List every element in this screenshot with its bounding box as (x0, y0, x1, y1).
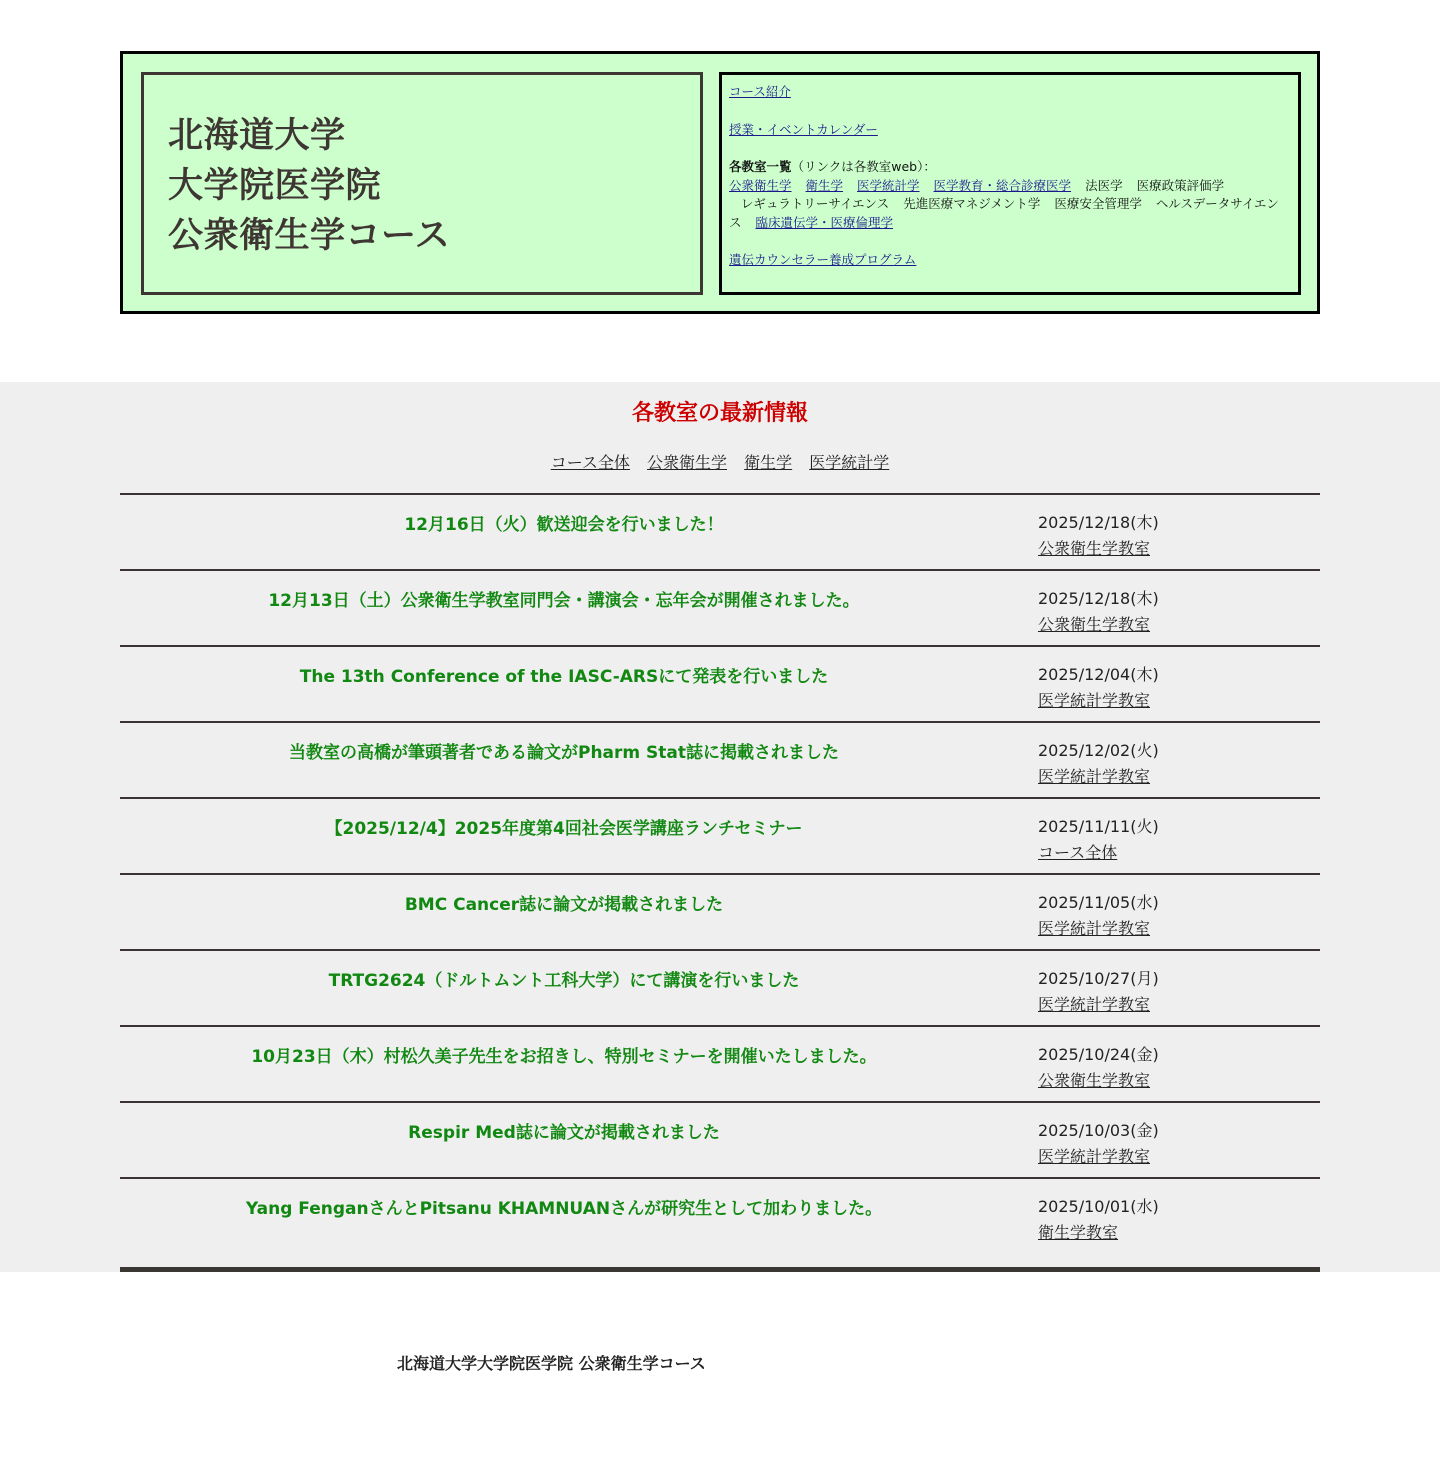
news-item (120, 647, 1320, 723)
dept-health-data-science: ヘルスデータサイエンス (729, 196, 1279, 230)
dept-link-clinical-genetics[interactable]: 臨床遺伝学・医療倫理学 (755, 214, 894, 230)
news-item (120, 1179, 1320, 1272)
site-title-line-3: 公衆衛生学コース (168, 216, 451, 256)
genetic-counselor-link[interactable]: 遺伝カウンセラー養成プログラム (729, 252, 917, 267)
news-headline-link[interactable]: 【2025/12/4】2025年度第4回社会医学講座ランチセミナー (325, 819, 803, 839)
news-item (120, 875, 1320, 951)
news-item (120, 1103, 1320, 1179)
dept-regulatory-science: レギュラトリーサイエンス (740, 196, 890, 211)
news-headline-link[interactable]: 10月23日（木）村松久美子先生をお招きし、特別セミナーを開催いたしました。 (251, 1047, 877, 1067)
news-date: 2025/11/11(火) (1038, 817, 1159, 836)
news-date: 2025/10/27(月) (1038, 969, 1159, 988)
news-department-link[interactable]: 衛生学教室 (1038, 1223, 1119, 1242)
site-title-line-2: 大学院医学院 (168, 166, 382, 206)
dept-link-biostatistics[interactable]: 医学統計学 (857, 177, 920, 193)
dept-forensic-medicine: 法医学 (1085, 177, 1123, 193)
news-date: 2025/10/01(水) (1038, 1197, 1159, 1216)
calendar-link[interactable]: 授業・イベントカレンダー (729, 121, 878, 137)
course-intro-link[interactable]: コース紹介 (729, 84, 791, 99)
news-item (120, 951, 1320, 1027)
news-item (120, 571, 1320, 647)
news-date: 2025/10/03(金) (1038, 1121, 1159, 1140)
dept-link-hygiene[interactable]: 衛生学 (805, 177, 844, 193)
news-department-link[interactable]: 医学統計学教室 (1038, 919, 1151, 938)
dept-medical-safety: 医療安全管理学 (1054, 196, 1142, 211)
dept-link-medical-education[interactable]: 医学教育・総合診療医学 (933, 177, 1072, 193)
news-item (120, 1027, 1320, 1103)
site-footer: 北海道大学大学院医学院 公衆衛生学コース (397, 1354, 706, 1373)
site-header (120, 51, 1320, 314)
news-date: 2025/10/24(金) (1038, 1045, 1159, 1064)
department-list (729, 158, 1290, 232)
news-date: 2025/11/05(水) (1038, 893, 1159, 912)
news-headline-link[interactable]: Respir Med誌に論文が掲載されました (408, 1123, 720, 1143)
dept-advanced-medical-management: 先進医療マネジメント学 (903, 196, 1041, 211)
news-item (120, 495, 1320, 571)
news-headline-link[interactable]: 12月13日（土）公衆衛生学教室同門会・講演会・忘年会が開催されました。 (268, 591, 860, 611)
site-title-line-1: 北海道大学 (168, 116, 346, 156)
department-list-heading: 各教室一覧 (729, 159, 792, 174)
filter-all-course[interactable]: コース全体 (550, 453, 630, 472)
news-date: 2025/12/04(木) (1038, 665, 1159, 684)
news-list (120, 493, 1320, 1272)
filter-biostatistics[interactable]: 医学統計学 (809, 453, 890, 472)
news-department-link[interactable]: 公衆衛生学教室 (1038, 615, 1151, 634)
news-department-link[interactable]: 医学統計学教室 (1038, 1147, 1151, 1166)
dept-health-policy: 医療政策評価学 (1136, 177, 1225, 193)
news-section-title: 各教室の最新情報 (631, 401, 808, 426)
news-department-link[interactable]: 医学統計学教室 (1038, 995, 1151, 1014)
news-headline-link[interactable]: TRTG2624（ドルトムント工科大学）にて講演を行いました (328, 971, 800, 991)
news-headline-link[interactable]: 当教室の高橋が筆頭著者である論文がPharm Stat誌に掲載されました (288, 743, 840, 763)
news-date: 2025/12/02(火) (1038, 741, 1159, 760)
news-department-link[interactable]: 医学統計学教室 (1038, 767, 1151, 786)
filter-hygiene[interactable]: 衛生学 (744, 453, 793, 472)
news-item (120, 723, 1320, 799)
news-headline-link[interactable]: Yang FenganさんとPitsanu KHAMNUANさんが研究生として加わりました。 (245, 1199, 883, 1219)
news-department-link[interactable]: コース全体 (1038, 843, 1118, 862)
dept-link-public-health[interactable]: 公衆衛生学 (729, 177, 792, 193)
news-item (120, 799, 1320, 875)
news-department-link[interactable]: 公衆衛生学教室 (1038, 539, 1151, 558)
header-nav (719, 72, 1301, 295)
news-department-link[interactable]: 公衆衛生学教室 (1038, 1071, 1151, 1090)
department-list-note: （リンクは各教室web）： (791, 159, 936, 174)
site-title-box (141, 72, 703, 295)
news-date: 2025/12/18(木) (1038, 589, 1159, 608)
news-section (0, 382, 1440, 1272)
news-filter-bar (0, 450, 1440, 476)
news-headline-link[interactable]: The 13th Conference of the IASC-ARSにて発表を行いました (299, 667, 829, 687)
filter-public-health[interactable]: 公衆衛生学 (647, 453, 728, 472)
news-department-link[interactable]: 医学統計学教室 (1038, 691, 1151, 710)
news-headline-link[interactable]: 12月16日（火）歓送迎会を行いました！ (404, 515, 724, 535)
news-date: 2025/12/18(木) (1038, 513, 1159, 532)
news-headline-link[interactable]: BMC Cancer誌に論文が掲載されました (404, 895, 724, 915)
